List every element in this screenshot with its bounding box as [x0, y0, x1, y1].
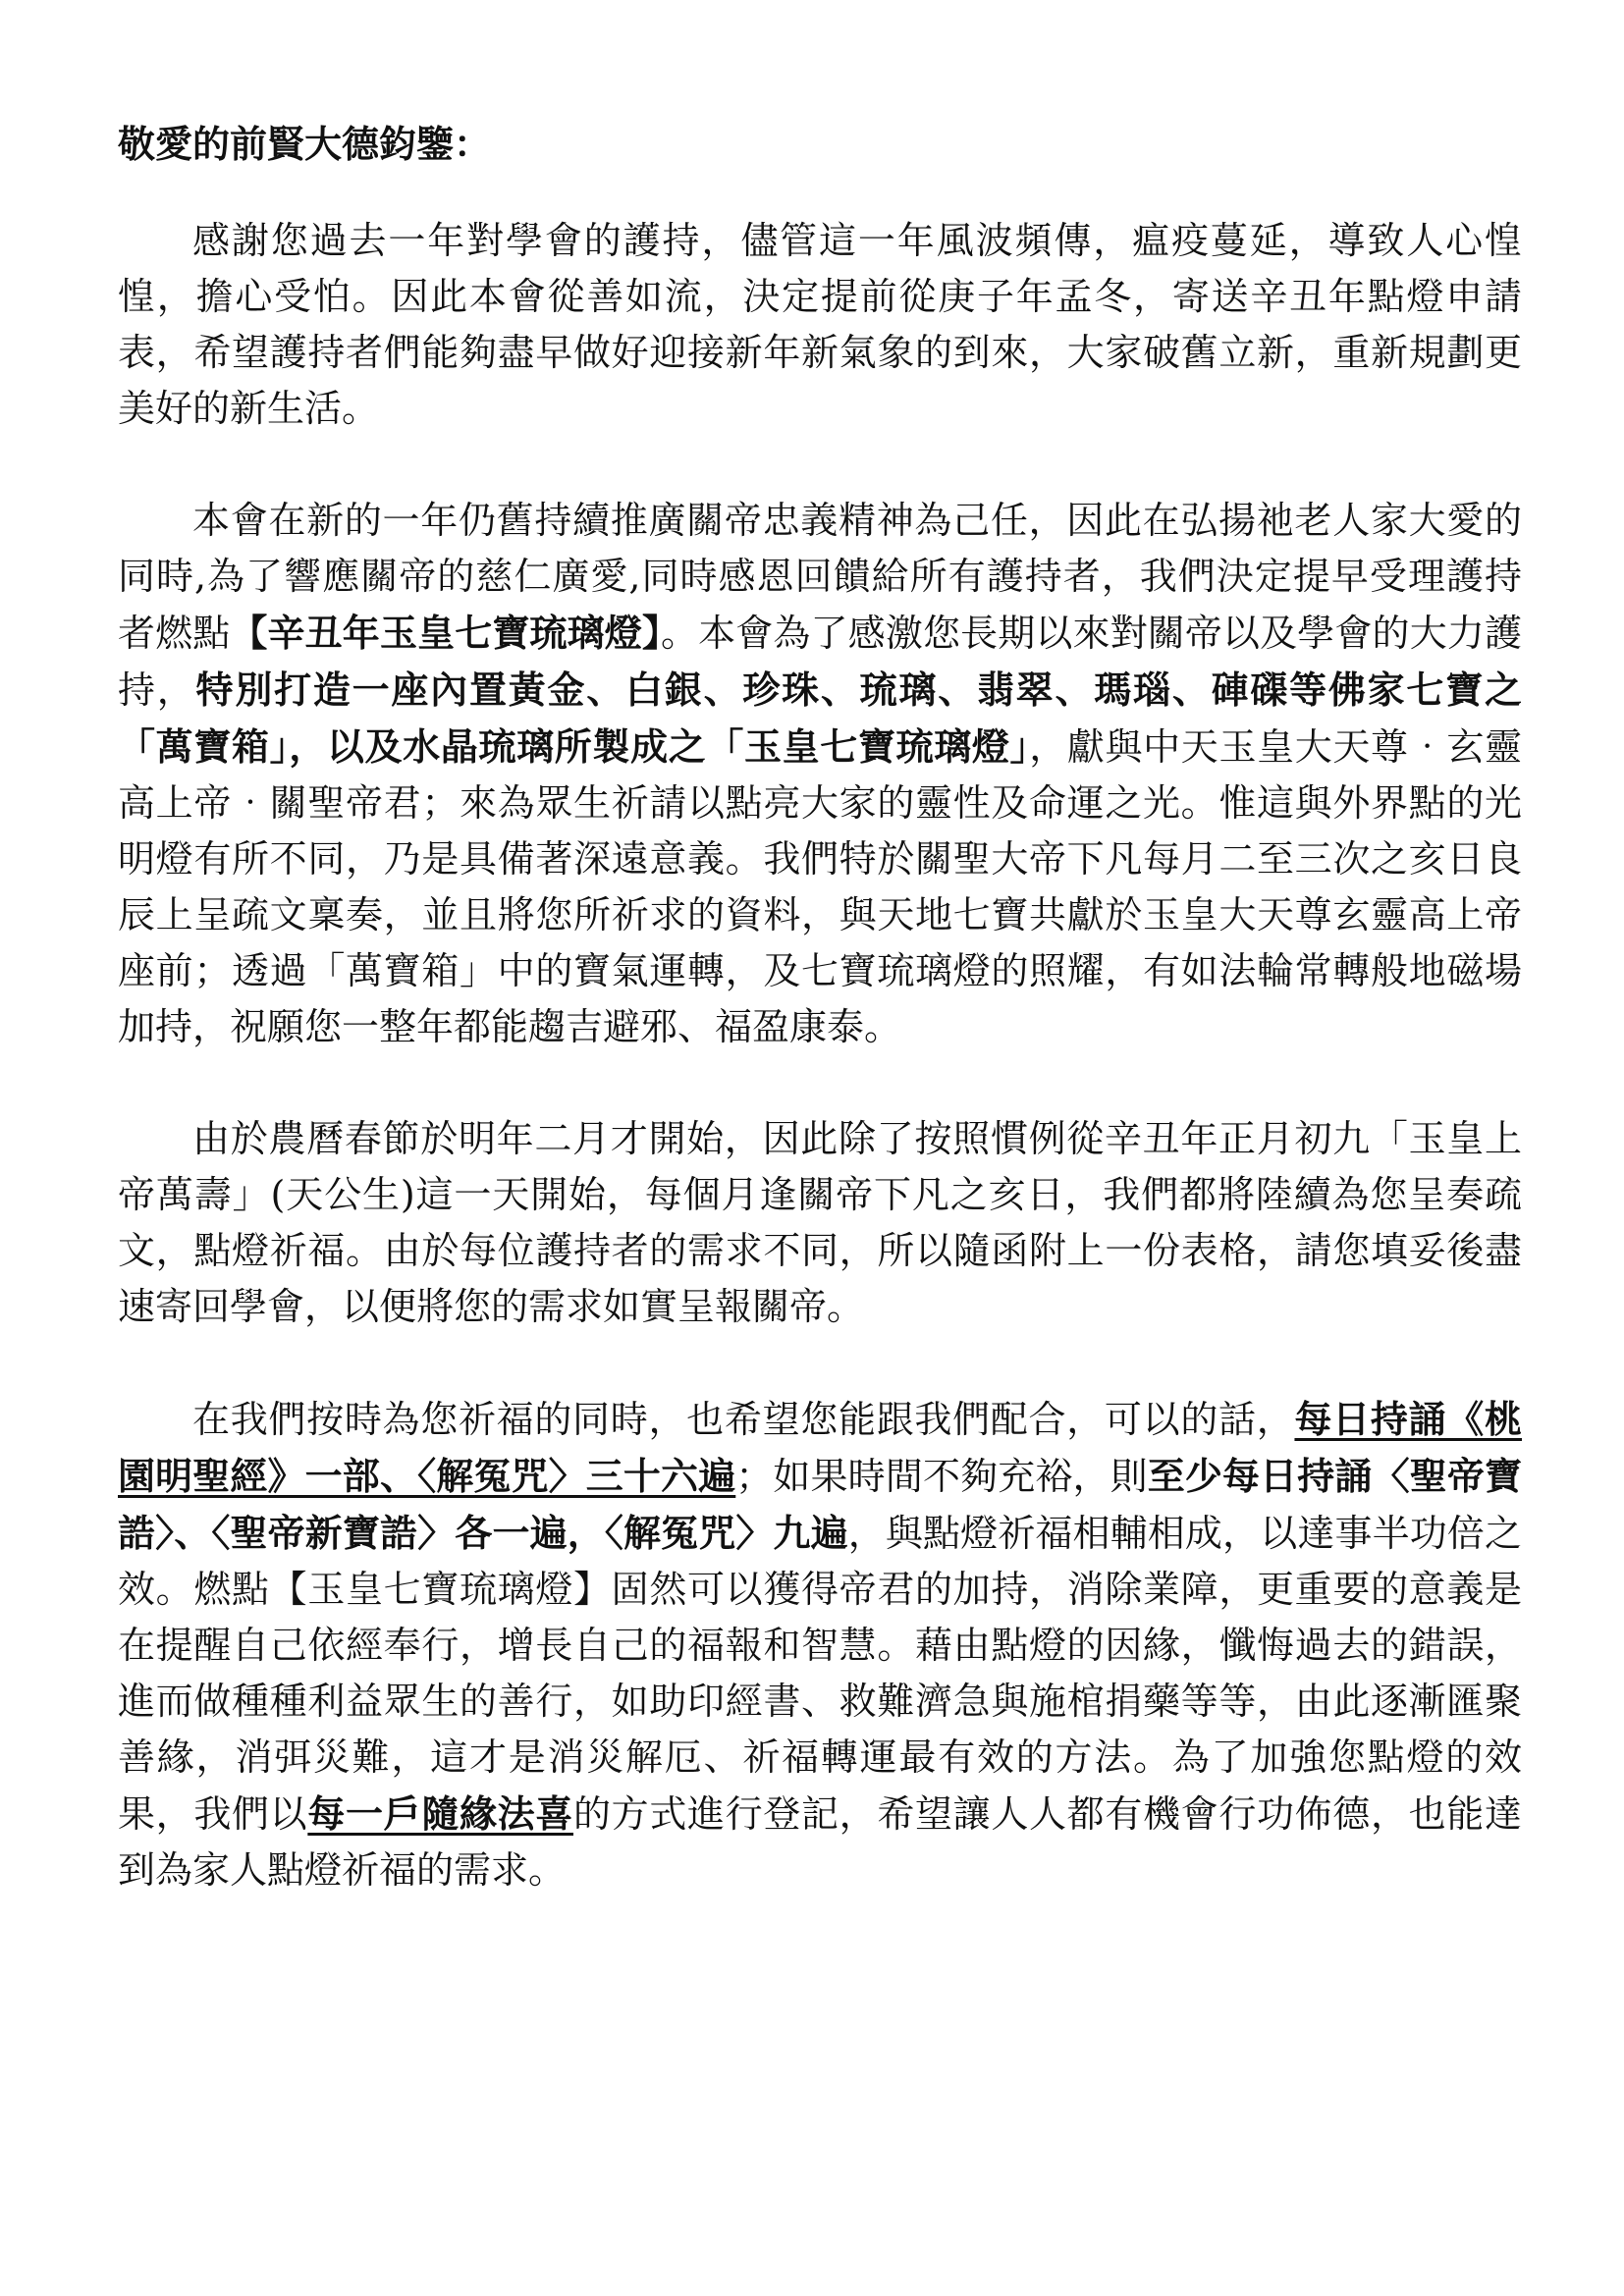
paragraph-2-text-2: 。本會為了感激您長期以來對關帝以及學會的大力護持， — [118, 612, 1522, 712]
paragraph-3-text: 由於農曆春節於明年二月才開始，因此除了按照慣例從辛丑年正月初九「玉皇上帝萬壽」(天公生)這一天開始，每個月逢關帝下凡之亥日，我們都將陸續為您呈奏疏文，點燈祈福。由於每位護持者的需求不同，所以隨函附上一份表格，請您填妥後盡速寄回學會，以便將您的需求如實呈報關帝。 — [118, 1117, 1522, 1328]
letter-page — [118, 116, 1522, 1898]
paragraph-2-text-3: ，獻與中天玉皇大天尊‧玄靈高上帝‧關聖帝君；來為眾生祈請以點亮大家的靈性及命運之光。惟這與外界點的光明燈有所不同，乃是具備著深遠意義。我們特於關聖大帝下凡每月二至三次之亥日良辰上呈疏文稟奏，並且將您所祈求的資料，與天地七寶共獻於玉皇大天尊玄靈高上帝座前；透過「萬寶箱」中的寶氣運轉，及七寶琉璃燈的照耀，有如法輪常轉般地磁場加持，祝願您一整年都能趨吉避邪、福盈康泰。 — [118, 725, 1522, 1048]
paragraph-1 — [118, 213, 1522, 437]
paragraph-3 — [118, 1111, 1522, 1335]
paragraph-4-text-2: ；如果時間不夠充裕，則 — [735, 1455, 1148, 1498]
paragraph-2 — [118, 493, 1522, 1055]
salutation: 敬愛的前賢大德鈞鑒： — [118, 122, 492, 166]
paragraph-4 — [118, 1391, 1522, 1898]
household-registration-underlined: 每一戶隨緣法喜 — [307, 1791, 573, 1836]
paragraph-4-text-1: 在我們按時為您祈福的同時，也希望您能跟我們配合，可以的話， — [192, 1398, 1295, 1441]
paragraph-4-text-3: ，與點燈祈福相輔相成，以達事半功倍之效。燃點【玉皇七寶琉璃燈】固然可以獲得帝君的加持，消除業障，更重要的意義是在提醒自己依經奉行，增長自己的福報和智慧。藉由點燈的因緣，懺悔過去的錯誤，進而做種種利益眾生的善行，如助印經書、救難濟急與施棺捐藥等等，由此逐漸匯聚善緣，消弭災難，這才是消災解厄、祈福轉運最有效的方法。為了加強您點燈的效果，我們以 — [118, 1512, 1522, 1836]
paragraph-1-text: 感謝您過去一年對學會的護持，儘管這一年風波頻傳，瘟疫蔓延，導致人心惶惶，擔心受怕。因此本會從善如流，決定提前從庚子年孟冬，寄送辛丑年點燈申請表，希望護持者們能夠盡早做好迎接新年新氣象的到來，大家破舊立新，重新規劃更美好的新生活。 — [118, 219, 1522, 430]
lamp-name-bold: 【辛丑年玉皇七寶琉璃燈】 — [230, 611, 662, 655]
paragraph-4-text-4: 的方式進行登記，希望讓人人都有機會行功佈德，也能達到為家人點燈祈福的需求。 — [118, 1792, 1522, 1892]
paragraph-2-text-1: 本會在新的一年仍舊持續推廣關帝忠義精神為己任，因此在弘揚祂老人家大愛的同時,為了響應關帝的慈仁廣愛,同時感恩回饋給所有護持者，我們決定提早受理護持者燃點 — [118, 499, 1522, 655]
daily-recitation-underlined: 每日持誦《桃園明聖經》一部、〈解冤咒〉三十六遍 — [118, 1397, 1522, 1498]
minimum-recitation-bold: 至少每日持誦〈聖帝寶誥〉、〈聖帝新寶誥〉各一遍，〈解冤咒〉九遍 — [118, 1454, 1522, 1555]
treasure-box-bold: 特別打造一座內置黃金、白銀、珍珠、琉璃、翡翠、瑪瑙、硨磲等佛家七寶之「萬寶箱」，以及水晶琉璃所製成之「玉皇七寶琉璃燈」 — [118, 667, 1522, 769]
